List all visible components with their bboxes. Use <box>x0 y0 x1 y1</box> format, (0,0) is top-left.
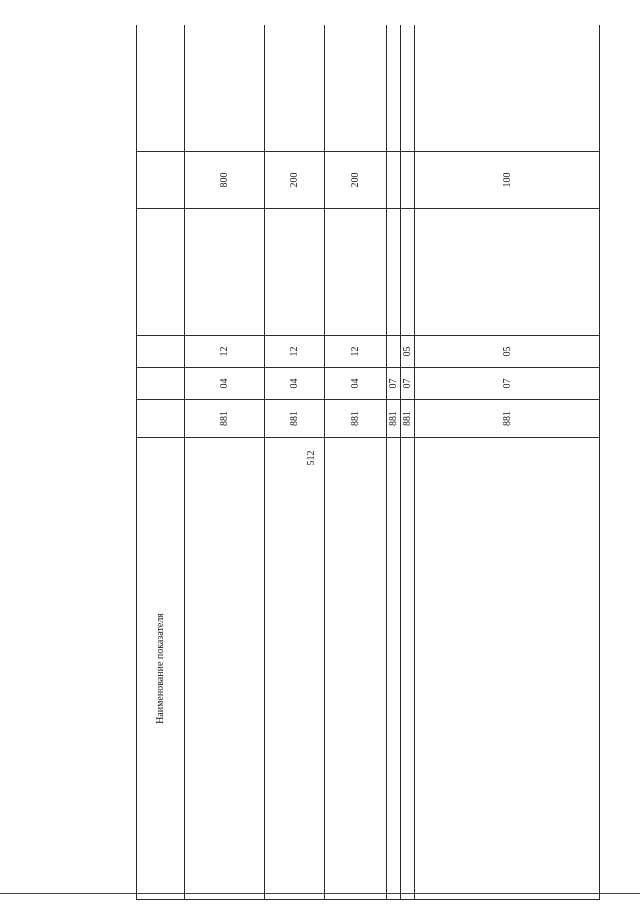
table-row <box>415 25 600 900</box>
row-value <box>325 25 387 152</box>
row-pr: 12 <box>265 336 325 368</box>
header-pr <box>137 336 185 368</box>
row-rz: 04 <box>185 368 265 400</box>
header-grbs <box>137 400 185 438</box>
row-vr: 100 <box>415 152 600 209</box>
row-name <box>387 438 401 900</box>
table-row <box>325 25 387 900</box>
page-number: 512 <box>306 450 317 466</box>
table-row <box>265 25 325 900</box>
row-value <box>401 25 415 152</box>
row-vr <box>387 152 401 209</box>
header-name: Наименование показателя <box>137 438 185 900</box>
row-csr <box>325 209 387 336</box>
header-rz <box>137 368 185 400</box>
row-rz: 07 <box>415 368 600 400</box>
rotated-table-container <box>136 25 600 900</box>
row-pr: 12 <box>325 336 387 368</box>
row-csr <box>401 209 415 336</box>
row-grbs: 881 <box>265 400 325 438</box>
row-grbs: 881 <box>415 400 600 438</box>
row-grbs: 881 <box>185 400 265 438</box>
table-row <box>401 25 415 900</box>
row-csr <box>387 209 401 336</box>
row-grbs: 881 <box>325 400 387 438</box>
row-vr: 800 <box>185 152 265 209</box>
row-value <box>387 25 401 152</box>
table-row <box>387 25 401 900</box>
row-grbs: 881 <box>401 400 415 438</box>
row-name <box>415 438 600 900</box>
table-header-row <box>137 25 185 900</box>
row-csr <box>265 209 325 336</box>
header-year <box>137 25 185 152</box>
row-vr: 200 <box>325 152 387 209</box>
row-name <box>401 438 415 900</box>
row-vr: 200 <box>265 152 325 209</box>
row-vr <box>401 152 415 209</box>
row-rz: 07 <box>387 368 401 400</box>
row-csr <box>415 209 600 336</box>
row-csr <box>185 209 265 336</box>
page-bottom-rule <box>0 893 640 894</box>
row-rz: 04 <box>325 368 387 400</box>
row-rz: 07 <box>401 368 415 400</box>
row-name <box>325 438 387 900</box>
row-pr <box>387 336 401 368</box>
row-name <box>185 438 265 900</box>
row-grbs: 881 <box>387 400 401 438</box>
row-name <box>265 438 325 900</box>
budget-table <box>136 25 600 900</box>
row-rz: 04 <box>265 368 325 400</box>
row-value <box>265 25 325 152</box>
table-row <box>185 25 265 900</box>
row-value <box>415 25 600 152</box>
rotated-table-frame <box>136 25 600 900</box>
row-pr: 05 <box>401 336 415 368</box>
header-vr <box>137 152 185 209</box>
row-pr: 12 <box>185 336 265 368</box>
row-value <box>185 25 265 152</box>
header-csr <box>137 209 185 336</box>
row-pr: 05 <box>415 336 600 368</box>
